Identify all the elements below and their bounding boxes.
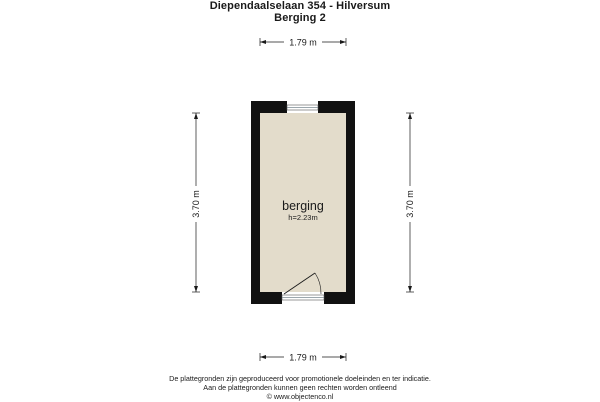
window-top (287, 105, 318, 110)
footer-copyright: © www.objectenco.nl (266, 392, 334, 401)
dimension-bottom (260, 351, 346, 363)
dimension-right (404, 113, 416, 292)
footer-rights: Aan de plattegronden kunnen geen rechten worden ontleend (203, 383, 397, 392)
dimension-bottom-label: 1.79 m (289, 352, 317, 363)
dimension-left (190, 113, 202, 292)
address-title: Diependaalselaan 354 - Hilversum (209, 0, 391, 12)
dimension-top-label: 1.79 m (289, 37, 317, 48)
floor-title: Berging 2 (274, 12, 326, 24)
room-ceiling-height: h=2.23m (288, 213, 318, 222)
footer-disclaimer: De plattegronden zijn geproduceerd voor promotionele doeleinden en ter indicatie. (169, 374, 431, 383)
dimension-left-label: 3.70 m (191, 190, 201, 218)
dimension-right-label: 3.70 m (405, 190, 415, 218)
dimension-top (260, 36, 346, 48)
door-threshold (282, 295, 324, 300)
room-name: berging (282, 199, 324, 213)
